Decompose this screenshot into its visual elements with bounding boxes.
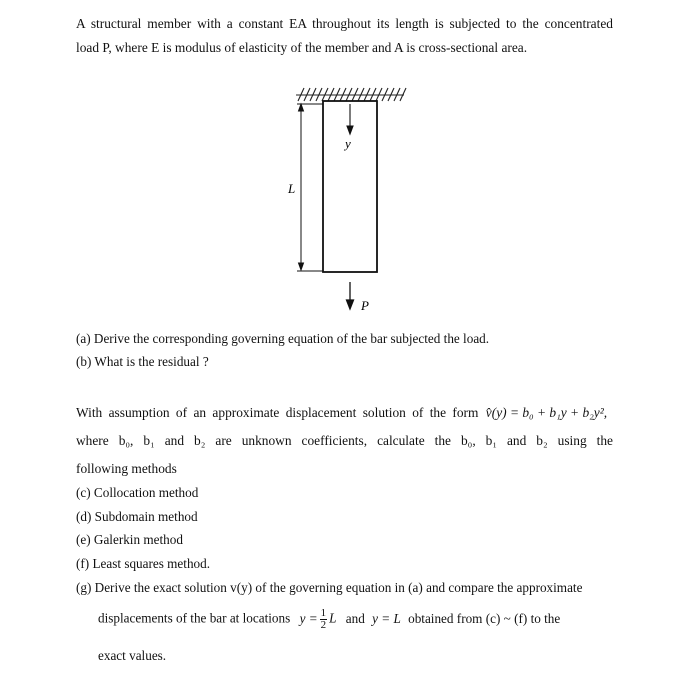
g2-post: obtained from (c) ~ (f) to the [408, 610, 561, 626]
y-axis-arrow [347, 104, 353, 134]
bar-figure [0, 0, 700, 330]
g2-y2: y = L [372, 610, 401, 626]
fraction-one-half [320, 608, 328, 631]
fraction-numerator: 1 [320, 607, 327, 619]
assumption-line-3: following methods [76, 461, 177, 476]
method-e: (e) Galerkin method [76, 532, 183, 547]
g2-and: and [345, 610, 365, 626]
method-d: (d) Subdomain method [76, 509, 198, 524]
fixed-support-hatch [296, 88, 406, 101]
method-g-line-3: exact values. [98, 648, 167, 663]
question-b: (b) What is the residual ? [76, 354, 209, 369]
method-g-line-1: (g) Derive the exact solution v(y) of the governing equation in (a) and compare the approximate [76, 580, 583, 595]
approx-displacement-formula: v̂(y) = b₀ + b₁y + b₂y², [485, 405, 608, 420]
assumption-text: With assumption of an approximate displacement solution of the form [76, 405, 479, 420]
g2-pre: displacements of the bar at locations [98, 610, 291, 626]
assumption-line-2: where b₀, b₁ and b₂ are unknown coefficients, calculate the b₀, b₁ and b₂ using the [76, 433, 613, 448]
g2-y1: y = [299, 610, 318, 626]
length-dimension [297, 104, 323, 271]
method-f: (f) Least squares method. [76, 556, 211, 571]
intro-line-2: load P, where E is modulus of elasticity of the member and A is cross-sectional area. [76, 40, 528, 55]
label-L: L [288, 181, 296, 196]
g2-y1-tail: L [329, 610, 337, 626]
question-a: (a) Derive the corresponding governing equation of the bar subjected the load. [76, 331, 490, 346]
fraction-denominator: 2 [320, 619, 327, 631]
intro-line-1: A structural member with a constant EA throughout its length is subjected to the concentrated [76, 16, 613, 31]
assumption-line-1 [76, 405, 616, 421]
label-P: P [361, 298, 369, 313]
method-g-line-2 [98, 608, 560, 631]
method-c: (c) Collocation method [76, 485, 199, 500]
load-arrow [347, 282, 354, 309]
label-y: y [345, 136, 351, 151]
